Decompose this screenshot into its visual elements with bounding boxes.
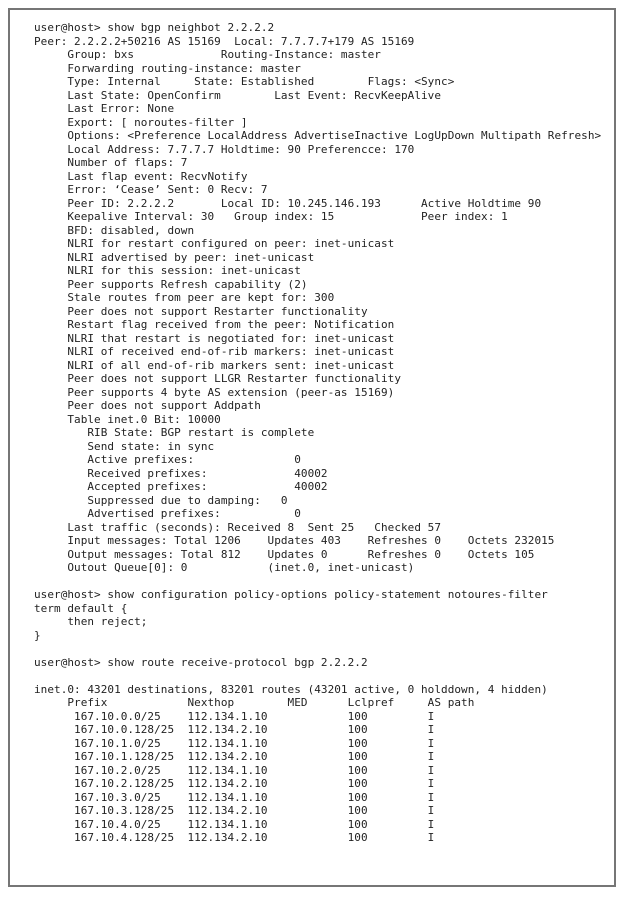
route-table-row: 167.10.0.0/25 112.134.1.10 100 I — [34, 709, 435, 723]
bgp-neighbor-line: Active prefixes: 0 — [34, 453, 301, 466]
bgp-neighbor-line: Peer does not support LLGR Restarter functionality — [34, 372, 401, 385]
bgp-neighbor-line: Group: bxs Routing-Instance: master — [34, 48, 381, 61]
bgp-neighbor-line: Advertised prefixes: 0 — [34, 507, 301, 520]
route-table-summary: inet.0: 43201 destinations, 83201 routes (43201 active, 0 holddown, 4 hidden) — [34, 682, 548, 696]
route-table-rows — [34, 710, 610, 845]
route-table-row: 167.10.4.128/25 112.134.2.10 100 I — [34, 831, 435, 844]
bgp-neighbor-line: NLRI of all end-of-rib markers sent: inet-unicast — [34, 358, 395, 372]
bgp-neighbor-line: Last Error: None — [34, 102, 175, 115]
route-table-row: 167.10.3.128/25 112.134.2.10 100 I — [34, 804, 435, 817]
route-receive-command: user@host> show route receive-protocol bgp 2.2.2.2 — [34, 655, 368, 669]
bgp-neighbor-line: Peer does not support Addpath — [34, 399, 261, 412]
bgp-neighbor-line: Received prefixes: 40002 — [34, 466, 328, 480]
bgp-neighbor-line: Type: Internal State: Established Flags: <Sync> — [34, 75, 455, 88]
bgp-neighbor-line: NLRI of received end-of-rib markers: inet-unicast — [34, 345, 395, 358]
route-table-row: 167.10.3.0/25 112.134.1.10 100 I — [34, 790, 435, 804]
bgp-neighbor-line: Last flap event: RecvNotify — [34, 169, 248, 183]
route-table — [34, 696, 610, 845]
blank-line — [34, 669, 610, 683]
bgp-neighbor-line: Keepalive Interval: 30 Group index: 15 Peer index: 1 — [34, 210, 508, 223]
route-table-row: 167.10.0.128/25 112.134.2.10 100 I — [34, 723, 435, 736]
bgp-neighbor-line: Peer ID: 2.2.2.2 Local ID: 10.245.146.193 Active Holdtime 90 — [34, 196, 542, 210]
bgp-neighbor-line: Peer: 2.2.2.2+50216 AS 15169 Local: 7.7.7.7+179 AS 15169 — [34, 34, 415, 48]
bgp-neighbor-line: BFD: disabled, down — [34, 223, 195, 237]
bgp-neighbor-line: NLRI that restart is negotiated for: inet-unicast — [34, 331, 395, 345]
bgp-neighbor-line: Outout Queue[0]: 0 (inet.0, inet-unicast) — [34, 561, 415, 574]
bgp-neighbor-line: Stale routes from peer are kept for: 300 — [34, 291, 335, 304]
bgp-neighbor-line: Table inet.0 Bit: 10000 — [34, 412, 221, 426]
route-table-header: Prefix Nexthop MED Lclpref AS path — [34, 696, 475, 709]
bgp-neighbor-line: Number of flaps: 7 — [34, 156, 188, 169]
bgp-neighbor-line: Last traffic (seconds): Received 8 Sent 25 Checked 57 — [34, 520, 442, 534]
bgp-neighbor-line: Peer supports Refresh capability (2) — [34, 277, 308, 291]
bgp-neighbor-line: Export: [ noroutes-filter ] — [34, 115, 248, 129]
policy-config-output — [34, 588, 610, 642]
policy-config-line: user@host> show configuration policy-options policy-statement notoures-filter — [34, 588, 548, 601]
policy-config-line: term default { — [34, 601, 128, 615]
route-table-row: 167.10.1.0/25 112.134.1.10 100 I — [34, 736, 435, 750]
bgp-neighbor-line: Suppressed due to damping: 0 — [34, 493, 288, 507]
bgp-neighbor-line: Peer supports 4 byte AS extension (peer-as 15169) — [34, 385, 395, 399]
bgp-neighbor-line: Options: <Preference LocalAddress AdvertiseInactive LogUpDown Multipath Refresh> — [34, 129, 602, 142]
bgp-neighbor-line: Input messages: Total 1206 Updates 403 Refreshes 0 Octets 232015 — [34, 534, 555, 547]
bgp-neighbor-line: Error: ‘Cease’ Sent: 0 Recv: 7 — [34, 183, 268, 196]
policy-config-line: then reject; — [34, 615, 148, 628]
route-table-row: 167.10.4.0/25 112.134.1.10 100 I — [34, 817, 435, 831]
bgp-neighbor-line: NLRI for this session: inet-unicast — [34, 264, 301, 277]
bgp-neighbor-line: Local Address: 7.7.7.7 Holdtime: 90 Preferencce: 170 — [34, 142, 415, 156]
blank-line — [34, 642, 610, 656]
route-table-row: 167.10.2.0/25 112.134.1.10 100 I — [34, 763, 435, 777]
bgp-neighbor-line: Output messages: Total 812 Updates 0 Refreshes 0 Octets 105 — [34, 547, 535, 561]
bgp-neighbor-line: Last State: OpenConfirm Last Event: RecvKeepAlive — [34, 88, 442, 102]
policy-config-line: } — [34, 628, 41, 642]
route-table-row: 167.10.1.128/25 112.134.2.10 100 I — [34, 750, 435, 763]
bgp-neighbor-line: Restart flag received from the peer: Notification — [34, 318, 395, 331]
bgp-neighbor-line: NLRI advertised by peer: inet-unicast — [34, 250, 315, 264]
bgp-neighbor-line: Send state: in sync — [34, 439, 215, 453]
terminal-output-frame — [8, 8, 616, 887]
bgp-neighbor-line: RIB State: BGP restart is complete — [34, 426, 315, 439]
blank-line — [34, 575, 610, 589]
bgp-neighbor-output — [34, 21, 610, 575]
route-table-row: 167.10.2.128/25 112.134.2.10 100 I — [34, 777, 435, 790]
bgp-neighbor-line: Forwarding routing-instance: master — [34, 61, 301, 75]
bgp-neighbor-line: Peer does not support Restarter functionality — [34, 304, 368, 318]
bgp-neighbor-line: user@host> show bgp neighbot 2.2.2.2 — [34, 21, 275, 34]
bgp-neighbor-line: Accepted prefixes: 40002 — [34, 480, 328, 493]
bgp-neighbor-line: NLRI for restart configured on peer: inet-unicast — [34, 237, 395, 250]
